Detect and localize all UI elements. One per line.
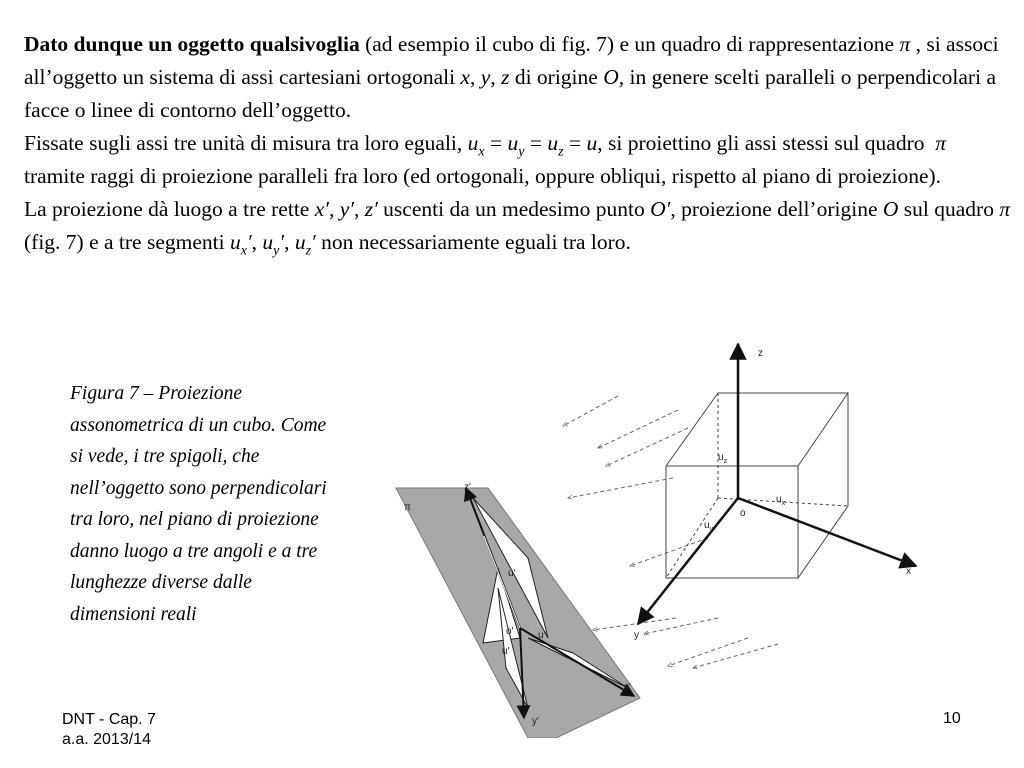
pi-symbol: π xyxy=(935,131,947,155)
equals: = xyxy=(563,131,587,155)
text-run: La proiezione dà luogo a tre rette xyxy=(24,197,315,221)
label-z: z xyxy=(758,348,763,359)
var-zp: z′ xyxy=(364,197,378,221)
text-run: , xyxy=(490,65,502,89)
cartesian-axes xyxy=(638,344,916,624)
var-o: O xyxy=(882,197,899,221)
text-run: , xyxy=(328,197,340,221)
text-run: , si associ all’oggetto un sistema di assi cartesiani ortogonali xyxy=(24,32,999,89)
pi-symbol: π xyxy=(899,32,911,56)
equals: = xyxy=(524,131,548,155)
axonometric-figure xyxy=(388,338,948,738)
prime: ′ xyxy=(279,230,285,254)
label-zp: z' xyxy=(464,482,471,493)
label-uz: $u_z$ xyxy=(718,452,728,465)
var-u: u xyxy=(294,230,306,254)
var-z: z xyxy=(501,65,510,89)
text-run: , xyxy=(470,65,481,89)
var-op: O′ xyxy=(650,197,671,221)
label-yp: y' xyxy=(532,716,539,727)
text-run: , xyxy=(284,230,295,254)
label-uyp: u' xyxy=(502,646,510,657)
text-run: sul quadro xyxy=(898,197,1000,221)
sub-y: y xyxy=(273,243,280,259)
var-u: u xyxy=(507,131,519,155)
var-u: u xyxy=(262,230,274,254)
text-run: , xyxy=(251,230,263,254)
label-uxp: u' xyxy=(538,630,546,641)
cube xyxy=(666,393,848,578)
label-o: o xyxy=(740,508,746,519)
text-run: , xyxy=(353,197,365,221)
sub-z: z xyxy=(558,144,564,160)
text-run: , si proiettino gli assi stessi sul quadro xyxy=(597,131,930,155)
label-x: x xyxy=(906,566,911,577)
body-text xyxy=(24,28,1014,259)
pi-symbol: π xyxy=(999,197,1011,221)
footer-course xyxy=(62,710,156,750)
text-run: uscenti da un medesimo punto xyxy=(377,197,651,221)
sub-z: z xyxy=(305,243,312,259)
label-op: o' xyxy=(506,626,514,637)
text-run: Fissate sugli assi tre unità di misura tra loro eguali, xyxy=(24,131,468,155)
sub-y: y xyxy=(518,144,525,160)
label-uy: $u_y$ xyxy=(704,520,714,533)
text-run: non necessariamente eguali tra loro. xyxy=(315,230,631,254)
projection-plane xyxy=(396,488,640,738)
var-u: u xyxy=(229,230,241,254)
figure-caption: Figura 7 – Proiezione assonometrica di un cubo. Come si vede, i tre spigoli, che nell’oggetto sono perpendicolari tra loro, nel piano di proiezione danno luogo a tre angoli e a tre lunghezze diverse dalle dimensioni reali xyxy=(70,383,327,625)
label-y: y xyxy=(634,630,639,641)
var-u: u xyxy=(467,131,479,155)
paragraph-3 xyxy=(24,193,1014,259)
text-run: tramite raggi di proiezione paralleli fra loro (ed ortogonali, oppure obliqui, rispetto al piano di proiezione). xyxy=(24,164,942,188)
course-name: DNT - Cap. 7 xyxy=(62,711,156,728)
equals: = xyxy=(484,131,508,155)
label-xp: x' xyxy=(624,682,631,693)
prime: ′ xyxy=(246,230,252,254)
sub-x: x xyxy=(240,243,247,259)
text-run: , proiezione dell’origine xyxy=(670,197,883,221)
sub-x: x xyxy=(478,144,485,160)
var-yp: y′ xyxy=(339,197,354,221)
label-ux: $u_x$ xyxy=(776,494,786,507)
prime: ′ xyxy=(311,230,316,254)
var-u: u xyxy=(547,131,559,155)
text-run: di origine xyxy=(509,65,604,89)
label-uzp: u' xyxy=(508,568,516,579)
page-number: 10 xyxy=(943,710,961,727)
text-run: (fig. 7) e a tre segmenti xyxy=(24,230,230,254)
var-y: y xyxy=(480,65,491,89)
bold-lead: Dato dunque un oggetto qualsivoglia xyxy=(24,32,360,56)
academic-year: a.a. 2013/14 xyxy=(62,731,151,748)
var-x: x xyxy=(460,65,471,89)
var-o: O xyxy=(603,65,619,89)
paragraph-1 xyxy=(24,28,1014,127)
projection-rays xyxy=(563,396,778,668)
label-pi: π xyxy=(404,502,411,513)
text-run: , in genere scelti paralleli o perpendicolari a facce o linee di contorno dell’oggetto. xyxy=(24,65,996,122)
text-run: (ad esempio il cubo di fig. 7) e un quadro di rappresentazione xyxy=(359,32,900,56)
var-xp: x′ xyxy=(314,197,329,221)
var-u: u xyxy=(586,131,598,155)
paragraph-2 xyxy=(24,127,1014,193)
